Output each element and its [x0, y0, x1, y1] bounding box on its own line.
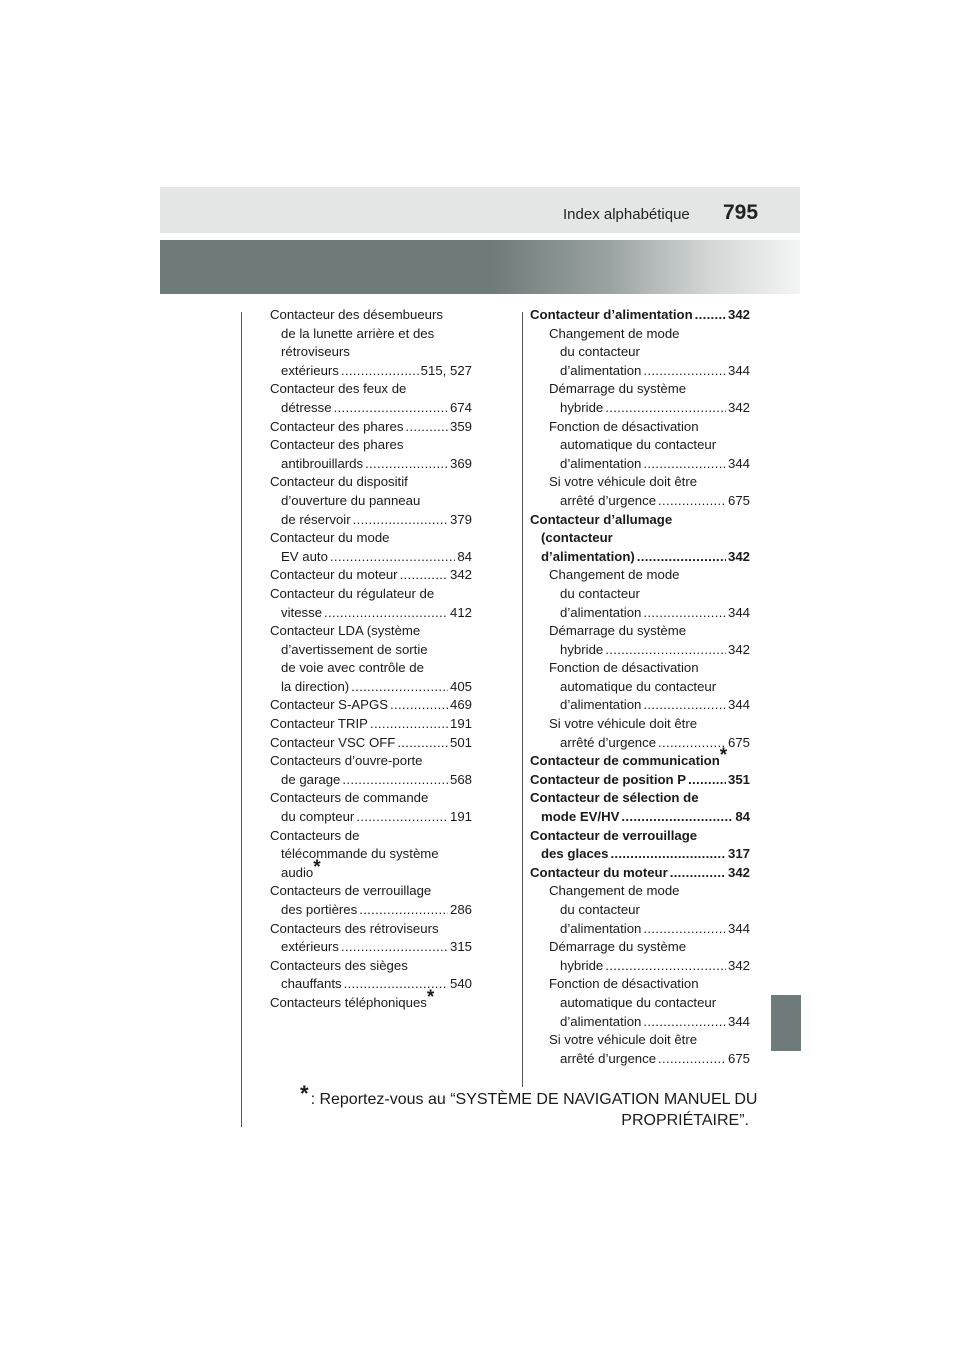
- dot-leader: [621, 808, 733, 827]
- page-reference: 405: [449, 678, 472, 694]
- dot-leader: [341, 938, 448, 957]
- page-reference: 344: [727, 455, 750, 471]
- entry-term: du contacteur: [560, 344, 640, 360]
- dot-leader: [365, 455, 448, 474]
- entry-term: d’alimentation: [560, 1013, 642, 1029]
- dot-leader: [688, 771, 726, 790]
- dot-leader: [605, 957, 726, 976]
- index-entry: [549, 938, 750, 975]
- entry-term: EV auto: [281, 548, 328, 564]
- dot-leader: [400, 566, 448, 585]
- index-entry: [270, 473, 472, 529]
- entry-term: extérieurs: [281, 362, 339, 378]
- index-entry: [270, 585, 472, 622]
- entry-term: Si votre véhicule doit être: [549, 1032, 698, 1048]
- footnote-star-icon: *: [313, 856, 321, 878]
- index-entry: [530, 511, 750, 567]
- entry-term: automatique du contacteur: [560, 678, 717, 694]
- dot-leader: [356, 808, 448, 827]
- dot-leader: [643, 696, 726, 715]
- index-entry: [549, 1031, 750, 1068]
- entry-term: Contacteur d’alimentation: [530, 307, 693, 322]
- entry-term: d’alimentation: [560, 362, 642, 378]
- entry-term: Contacteurs de verrouillage: [270, 883, 432, 899]
- entry-term: Contacteur des phares: [270, 418, 404, 434]
- entry-term: Contacteur des feux de: [270, 381, 407, 397]
- dot-leader: [353, 511, 448, 530]
- page-reference: 501: [449, 734, 472, 750]
- footnote-star-icon: *: [719, 745, 728, 767]
- page-reference: 342: [727, 399, 750, 415]
- footnote: [300, 1081, 758, 1131]
- dot-leader: [605, 641, 726, 660]
- entry-term: des glaces: [541, 846, 609, 862]
- dot-leader: [324, 604, 448, 623]
- entry-term: Contacteur VSC OFF: [270, 734, 396, 750]
- index-entry: [530, 827, 750, 864]
- entry-term: Contacteur des désembueurs: [270, 307, 444, 322]
- entry-term: de garage: [281, 771, 341, 787]
- entry-term: d’alimentation): [541, 548, 635, 564]
- entry-term: d’alimentation: [560, 455, 642, 471]
- dot-leader: [370, 715, 448, 734]
- page-reference: 359: [449, 418, 472, 434]
- page-reference: 191: [449, 716, 472, 732]
- index-entry: [270, 734, 472, 753]
- entry-term: Contacteur de position P: [530, 771, 687, 787]
- index-entry: [530, 306, 750, 325]
- entry-term: automatique du contacteur: [560, 994, 717, 1010]
- entry-term: d’alimentation: [560, 697, 642, 713]
- header-bar: [160, 187, 800, 233]
- entry-term: Fonction de désactivation: [549, 976, 699, 992]
- entry-term: Contacteur du régulateur de: [270, 585, 435, 601]
- page-reference: 315: [449, 939, 472, 955]
- page-number: 795: [723, 201, 759, 224]
- entry-term: Contacteur des phares: [270, 437, 404, 453]
- entry-term: hybride: [560, 641, 604, 657]
- page-reference: 344: [727, 1013, 750, 1029]
- dot-leader: [643, 1013, 726, 1032]
- index-entry: [270, 986, 472, 1013]
- index-entry: [270, 306, 472, 380]
- entry-term: Contacteurs téléphoniques: [270, 994, 427, 1010]
- index-entry: [549, 473, 750, 510]
- dot-leader: [658, 492, 726, 511]
- entry-term: Contacteurs d’ouvre-porte: [270, 753, 423, 769]
- entry-term: Contacteur d’allumage: [530, 511, 673, 527]
- entry-term: Démarrage du système: [549, 623, 687, 639]
- entry-term: arrêté d’urgence: [560, 492, 657, 508]
- entry-term: de voie avec contrôle de: [281, 660, 424, 676]
- entry-term: Fonction de désactivation: [549, 660, 699, 676]
- column-divider: [522, 312, 523, 1087]
- entry-term: hybride: [560, 399, 604, 415]
- dot-leader: [397, 734, 448, 753]
- page-reference: 342: [449, 567, 472, 583]
- page-reference: 344: [727, 604, 750, 620]
- index-entry: [530, 864, 750, 883]
- page-reference: 674: [449, 399, 472, 415]
- dot-leader: [637, 548, 726, 567]
- index-entry: [270, 715, 472, 734]
- entry-term: Contacteur S-APGS: [270, 697, 389, 713]
- page-reference: 344: [727, 362, 750, 378]
- entry-term: du contacteur: [560, 902, 640, 917]
- index-entry: [270, 752, 472, 789]
- footnote-star-icon: *: [300, 1081, 309, 1106]
- index-entry: [270, 696, 472, 715]
- page-reference: 675: [727, 734, 750, 750]
- dot-leader: [334, 399, 448, 418]
- index-entry: [270, 529, 472, 566]
- dot-leader: [643, 604, 726, 623]
- index-entry: [549, 975, 750, 1031]
- footnote-line-1: : Reportez-vous au “SYSTÈME DE NAVIGATION MANUEL DU: [310, 1091, 758, 1108]
- index-entry: [270, 957, 472, 994]
- entry-term: Changement de mode: [549, 567, 680, 583]
- entry-term: Contacteurs de: [270, 827, 360, 843]
- entry-term: de la lunette arrière et des: [281, 325, 435, 341]
- entry-term: (contacteur: [541, 530, 613, 546]
- entry-term: hybride: [560, 957, 604, 973]
- dot-leader: [351, 678, 448, 697]
- entry-term: Contacteurs de commande: [270, 790, 429, 806]
- page-reference: 286: [449, 902, 472, 917]
- dot-leader: [359, 901, 448, 920]
- entry-term: Démarrage du système: [549, 381, 687, 397]
- index-entry: [270, 789, 472, 826]
- page-reference: 369: [449, 455, 472, 471]
- index-entry: [530, 789, 750, 826]
- index-entry: [270, 380, 472, 417]
- footnote-star-icon: *: [426, 986, 435, 1008]
- entry-term: mode EV/HV: [541, 809, 620, 825]
- entry-term: d’ouverture du panneau: [281, 492, 421, 508]
- page-reference: 342: [727, 641, 750, 657]
- chapter-tab: [771, 995, 801, 1051]
- left-margin-rule: [241, 312, 242, 1127]
- index-entry: [549, 380, 750, 417]
- index-entry: [549, 325, 750, 381]
- entry-term: Contacteur de communication: [530, 753, 720, 769]
- page-reference: 191: [449, 809, 472, 825]
- index-entry: [549, 418, 750, 474]
- page-reference: 317: [727, 846, 750, 862]
- page-reference: 342: [727, 864, 750, 880]
- entry-term: de réservoir: [281, 511, 351, 527]
- entry-term: Fonction de désactivation: [549, 418, 699, 434]
- entry-term: automatique du contacteur: [560, 437, 717, 453]
- index-column-left: [270, 306, 472, 1013]
- index-entry: [270, 622, 472, 696]
- entry-term: Contacteur du moteur: [270, 567, 398, 583]
- page-reference: 351: [727, 771, 750, 787]
- entry-term: d’avertissement de sortie: [281, 641, 428, 657]
- page-reference: 84: [457, 548, 472, 564]
- entry-term: Contacteur de sélection de: [530, 790, 699, 806]
- entry-term: Si votre véhicule doit être: [549, 716, 698, 732]
- index-entry: [530, 745, 750, 771]
- entry-term: audio: [281, 864, 314, 880]
- dot-leader: [658, 1050, 726, 1069]
- entry-term: Contacteurs des sièges: [270, 957, 408, 973]
- entry-term: Contacteurs des rétroviseurs: [270, 920, 439, 936]
- page-reference: 84: [735, 809, 750, 825]
- index-entry: [270, 418, 472, 437]
- entry-term: la direction): [281, 678, 350, 694]
- dot-leader: [610, 845, 726, 864]
- entry-term: Démarrage du système: [549, 939, 687, 955]
- dot-leader: [341, 362, 419, 381]
- entry-term: chauffants: [281, 976, 342, 992]
- dot-leader: [390, 696, 448, 715]
- page-reference: 568: [449, 771, 472, 787]
- entry-term: Contacteur du moteur: [530, 864, 668, 880]
- header-gradient-band: [160, 240, 800, 294]
- entry-term: des portières: [281, 902, 358, 917]
- index-entry: [530, 771, 750, 790]
- page-reference: 342: [727, 548, 750, 564]
- dot-leader: [670, 864, 726, 883]
- page-reference: 342: [727, 957, 750, 973]
- entry-term: d’alimentation: [560, 604, 642, 620]
- index-entry: [549, 622, 750, 659]
- page-reference: 469: [449, 697, 472, 713]
- entry-term: Contacteur du mode: [270, 530, 390, 546]
- entry-term: rétroviseurs: [281, 344, 350, 360]
- page-reference: 675: [727, 492, 750, 508]
- dot-leader: [695, 306, 726, 325]
- entry-term: arrêté d’urgence: [560, 1050, 657, 1066]
- entry-term: du contacteur: [560, 585, 640, 601]
- entry-term: détresse: [281, 399, 332, 415]
- page-reference: 342: [727, 307, 750, 322]
- index-entry: [549, 882, 750, 938]
- page-reference: 412: [449, 604, 472, 620]
- page-reference: 540: [449, 976, 472, 992]
- page-reference: 379: [449, 511, 472, 527]
- dot-leader: [643, 455, 726, 474]
- dot-leader: [643, 362, 726, 381]
- page-reference: 344: [727, 920, 750, 936]
- index-entry: [270, 882, 472, 919]
- page-reference: 515, 527: [420, 362, 472, 378]
- dot-leader: [643, 920, 726, 939]
- section-title: Index alphabétique: [563, 206, 690, 223]
- entry-term: Contacteur du dispositif: [270, 474, 408, 490]
- entry-term: vitesse: [281, 604, 323, 620]
- entry-term: arrêté d’urgence: [560, 734, 657, 750]
- dot-leader: [405, 418, 448, 437]
- page-reference: 344: [727, 697, 750, 713]
- entry-term: du compteur: [281, 809, 355, 825]
- footnote-line-2: PROPRIÉTAIRE”.: [621, 1112, 749, 1129]
- page-reference: 675: [727, 1050, 750, 1066]
- index-entry: [270, 827, 472, 883]
- entry-term: Si votre véhicule doit être: [549, 474, 698, 490]
- entry-term: d’alimentation: [560, 920, 642, 936]
- dot-leader: [330, 548, 455, 567]
- index-entry: [270, 436, 472, 473]
- entry-term: extérieurs: [281, 939, 339, 955]
- index-entry: [549, 566, 750, 622]
- entry-term: Changement de mode: [549, 325, 680, 341]
- index-entry: [549, 659, 750, 715]
- dot-leader: [658, 734, 726, 753]
- entry-term: Contacteur TRIP: [270, 716, 368, 732]
- entry-term: télécommande du système: [281, 846, 439, 862]
- index-entry: [270, 920, 472, 957]
- index-column-right: [530, 306, 750, 1068]
- dot-leader: [342, 771, 448, 790]
- index-entry: [270, 566, 472, 585]
- entry-term: Changement de mode: [549, 883, 680, 899]
- entry-term: antibrouillards: [281, 455, 364, 471]
- dot-leader: [605, 399, 726, 418]
- entry-term: Contacteur LDA (système: [270, 623, 421, 639]
- entry-term: Contacteur de verrouillage: [530, 827, 698, 843]
